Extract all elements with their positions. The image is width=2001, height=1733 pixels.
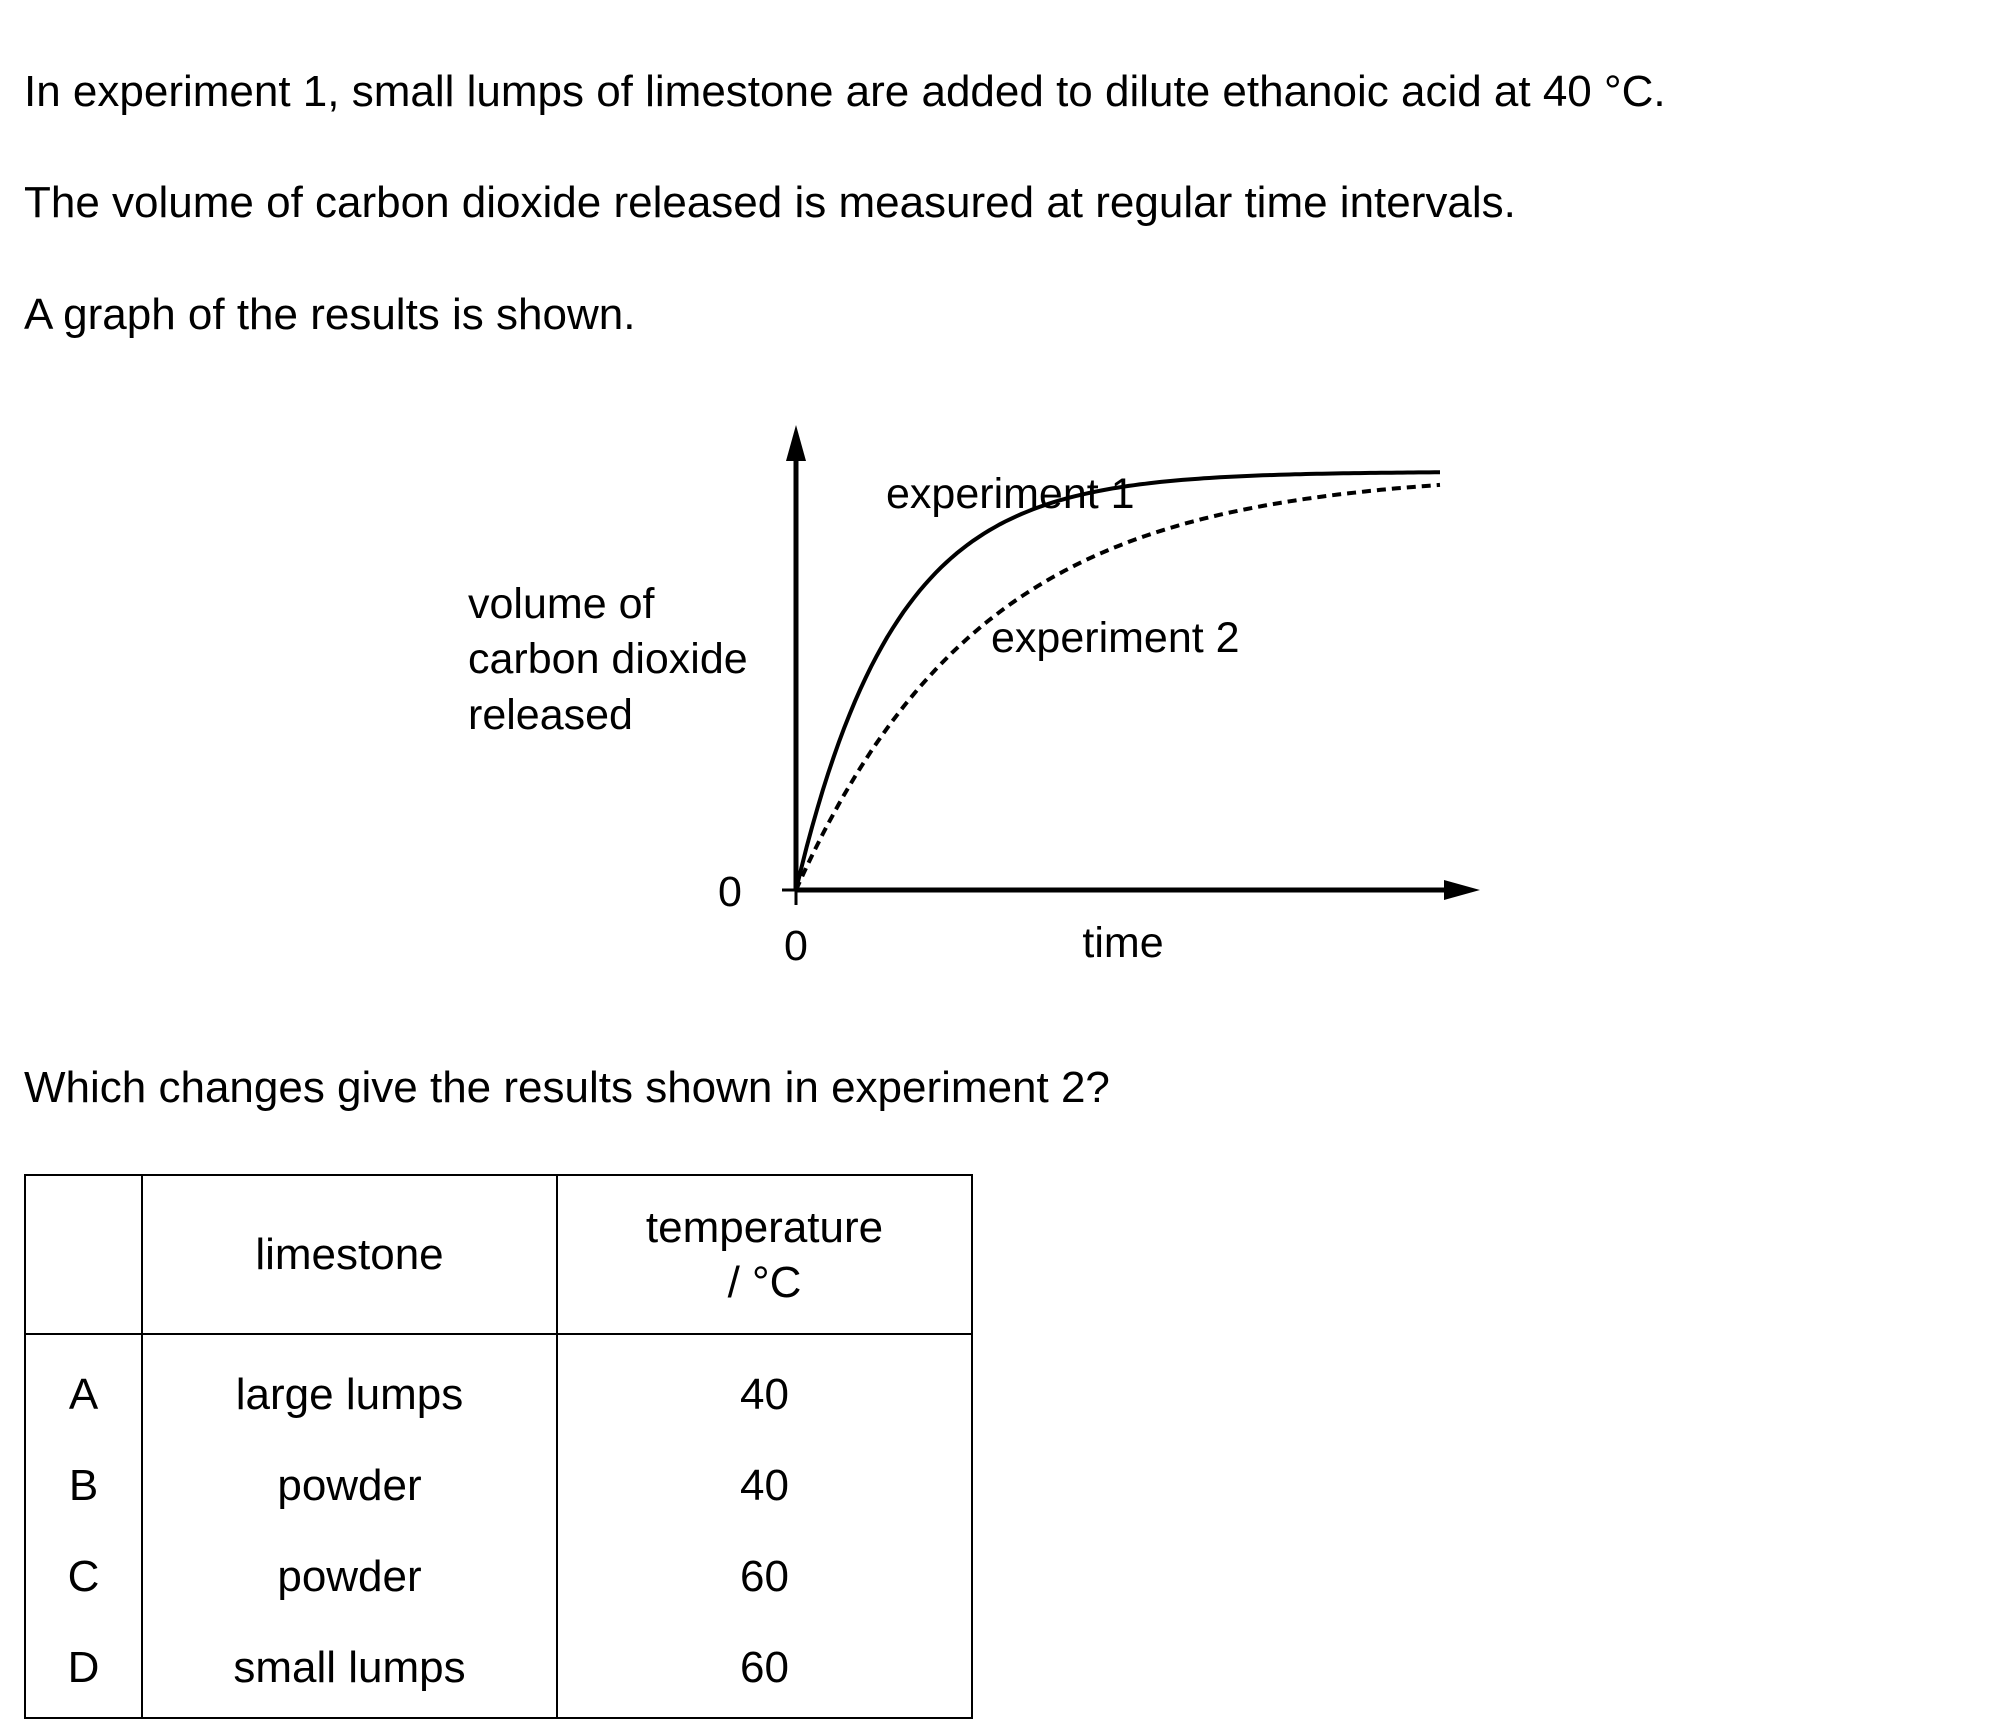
- temperature-cell: 60: [557, 1531, 972, 1622]
- header-temperature: [557, 1175, 972, 1334]
- table-header-row: [25, 1175, 972, 1334]
- option-letter: B: [25, 1440, 142, 1531]
- question-graph-intro: A graph of the results is shown.: [24, 290, 636, 339]
- answer-options-table: [24, 1174, 973, 1719]
- curve-experiment-2: [796, 485, 1440, 890]
- y-axis-label-line-3: released: [468, 691, 633, 739]
- y-axis-label-line-1: volume of: [468, 580, 655, 628]
- table-row: [25, 1622, 972, 1718]
- temperature-cell: 40: [557, 1334, 972, 1440]
- x-origin-label: 0: [784, 922, 808, 970]
- curve-experiment-1: [796, 472, 1440, 890]
- series-label-experiment-1: experiment 1: [886, 470, 1135, 518]
- table-row: [25, 1531, 972, 1622]
- table-row: [25, 1440, 972, 1531]
- series-label-experiment-2: experiment 2: [991, 614, 1240, 662]
- y-axis-label-line-2: carbon dioxide: [468, 635, 748, 683]
- header-option-cell: [25, 1175, 142, 1334]
- limestone-cell: powder: [142, 1531, 557, 1622]
- results-graph: [440, 415, 1500, 975]
- limestone-cell: powder: [142, 1440, 557, 1531]
- option-letter: D: [25, 1622, 142, 1718]
- temperature-cell: 60: [557, 1622, 972, 1718]
- question-intro: In experiment 1, small lumps of limestone are added to dilute ethanoic acid at 40 °C.: [24, 67, 1666, 116]
- option-letter: C: [25, 1531, 142, 1622]
- limestone-cell: large lumps: [142, 1334, 557, 1440]
- y-axis-arrow-icon: [786, 425, 806, 461]
- option-letter: A: [25, 1334, 142, 1440]
- header-temperature-unit: / °C: [727, 1257, 802, 1307]
- x-axis-label: time: [1082, 919, 1164, 967]
- y-origin-label: 0: [718, 868, 742, 916]
- x-axis-arrow-icon: [1444, 880, 1480, 900]
- header-temperature-label: temperature: [645, 1202, 884, 1252]
- temperature-cell: 40: [557, 1440, 972, 1531]
- limestone-cell: small lumps: [142, 1622, 557, 1718]
- question-prompt: Which changes give the results shown in experiment 2?: [24, 1063, 1110, 1112]
- header-limestone: limestone: [142, 1175, 557, 1334]
- table-row: [25, 1334, 972, 1440]
- question-measurement: The volume of carbon dioxide released is measured at regular time intervals.: [24, 178, 1516, 227]
